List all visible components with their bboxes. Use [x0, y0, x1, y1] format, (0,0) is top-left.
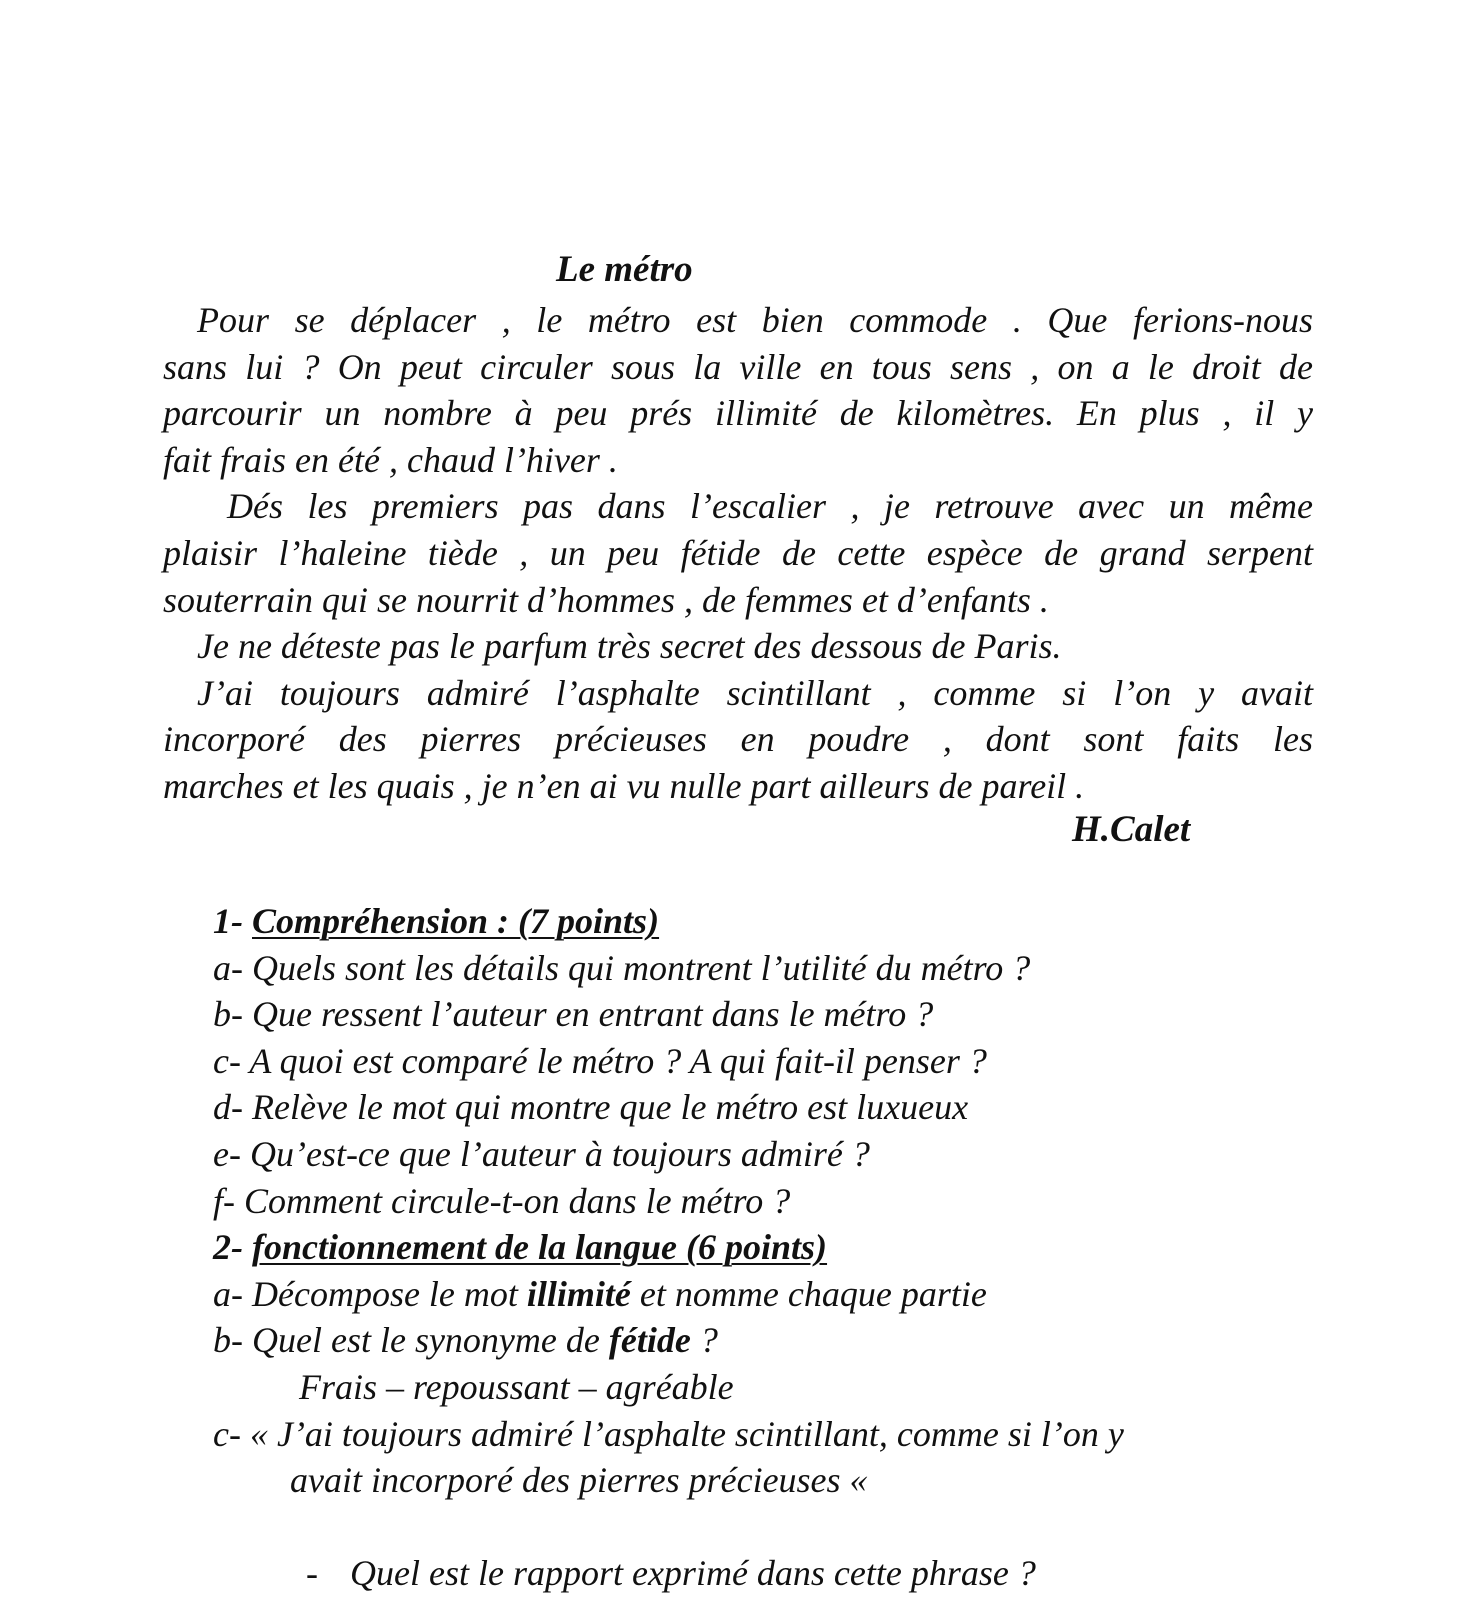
passage-line: fait frais en été , chaud l’hiver . — [163, 439, 618, 480]
section-title: fonctionnement de la langue (6 points) — [252, 1227, 828, 1268]
section-title: Compréhension : (7 points) — [252, 901, 660, 941]
question-text: a- Décompose le mot — [213, 1273, 527, 1314]
section-heading-comprehension — [213, 898, 1363, 945]
question-item — [213, 1271, 1363, 1318]
passage-line: J’ai toujours admiré l’asphalte scintillant , comme si l’on y avait — [197, 672, 1313, 713]
section-heading-language — [213, 1224, 1363, 1271]
question-text: et nomme chaque partie — [630, 1273, 987, 1314]
question-item: d- Relève le mot qui montre que le métro est luxueux — [213, 1087, 969, 1128]
key-word: illimité — [526, 1273, 631, 1314]
question-item-continued: avait incorporé des pierres précieuses « — [290, 1460, 868, 1501]
question-item: a- Quels sont les détails qui montrent l’utilité du métro ? — [213, 947, 1031, 988]
questions-section — [213, 898, 1363, 1596]
question-item: c- A quoi est comparé le métro ? A qui fait-il penser ? — [213, 1040, 987, 1081]
spacer — [213, 1504, 1363, 1550]
dash-bullet: - — [306, 1552, 318, 1593]
section-number: 2- — [213, 1227, 252, 1268]
sub-question-text: Quel est le rapport exprimé dans cette phrase ? — [350, 1552, 1036, 1593]
passage-line: Je ne déteste pas le parfum très secret des dessous de Paris. — [197, 626, 1062, 667]
passage-line: plaisir l’haleine tiède , un peu fétide de cette espèce de grand serpent — [163, 532, 1313, 573]
question-item: e- Qu’est-ce que l’auteur à toujours admiré ? — [213, 1133, 870, 1174]
passage-line: parcourir un nombre à peu prés illimité de kilomètres. En plus , il y — [163, 393, 1313, 434]
sub-question — [213, 1550, 1363, 1597]
question-text: ? — [690, 1320, 718, 1361]
reading-passage — [163, 297, 1313, 810]
passage-line: marches et les quais , je n’en ai vu nulle part ailleurs de pareil . — [163, 765, 1085, 806]
key-word: fétide — [608, 1320, 691, 1361]
passage-line: Pour se déplacer , le métro est bien commode . Que ferions-nous — [197, 300, 1313, 340]
passage-line: sans lui ? On peut circuler sous la ville en tous sens , on a le droit de — [163, 346, 1313, 387]
question-item: c- « J’ai toujours admiré l’asphalte scintillant, comme si l’on y — [213, 1413, 1124, 1454]
passage-line: incorporé des pierres précieuses en poudre , dont sont faits les — [163, 719, 1313, 760]
passage-line: Dés les premiers pas dans l’escalier , je retrouve avec un même — [227, 486, 1313, 527]
question-item: f- Comment circule-t-on dans le métro ? — [213, 1180, 791, 1221]
text-title: Le métro — [556, 249, 693, 290]
section-number: 1- — [213, 901, 252, 941]
author-name: H.Calet — [1072, 809, 1191, 850]
question-text: b- Quel est le synonyme de — [213, 1320, 609, 1361]
question-item: b- Que ressent l’auteur en entrant dans le métro ? — [213, 994, 934, 1035]
question-item — [213, 1317, 1363, 1364]
passage-line: souterrain qui se nourrit d’hommes , de femmes et d’enfants . — [163, 579, 1049, 620]
answer-choices: Frais – repoussant – agréable — [299, 1366, 734, 1407]
